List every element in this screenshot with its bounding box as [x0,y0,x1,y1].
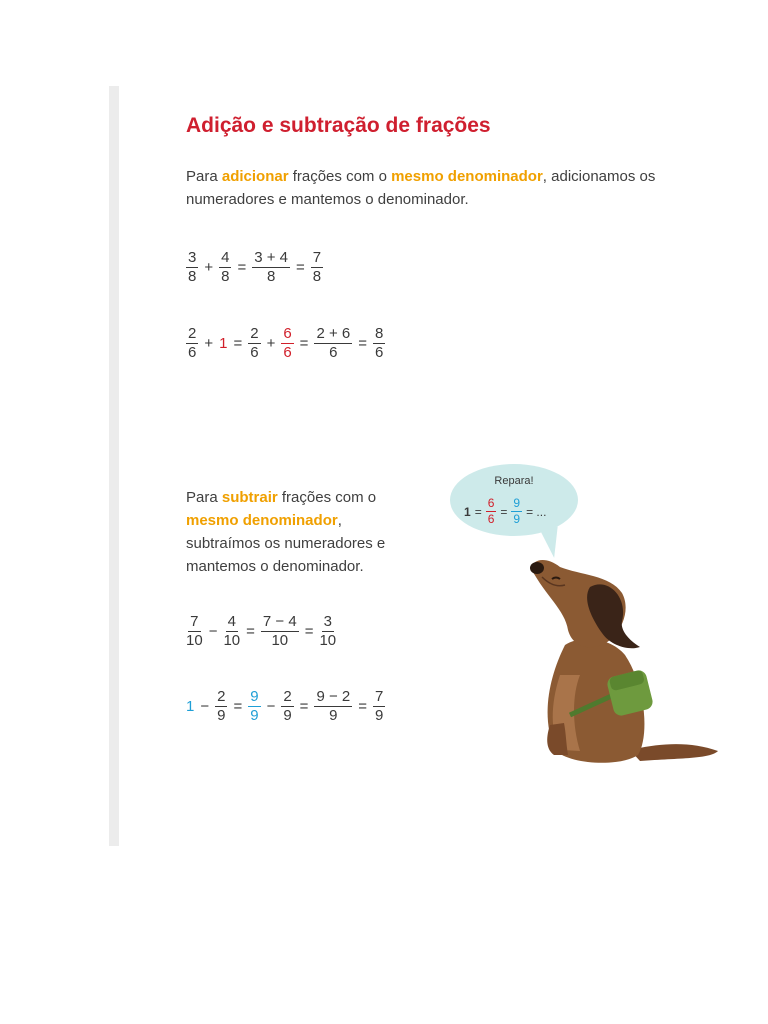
fraction [219,250,231,285]
fraction [314,326,352,361]
numerator: 6 [283,325,292,342]
operator: − [200,698,210,715]
subtraction-example-1 [186,614,336,649]
operator: + [204,335,214,352]
addition-explanation [186,165,726,211]
numerator: 4 [227,613,236,630]
operator: + [204,259,214,276]
denominator: 6 [188,344,197,361]
equals-sign: = [299,698,309,715]
fraction [252,250,290,285]
denominator: 9 [217,707,226,724]
equals-sign: = [246,623,255,640]
fraction [373,326,385,361]
denominator: 8 [312,268,322,285]
denominator: 10 [271,632,289,649]
fraction [311,250,323,285]
denominator: 9 [374,707,384,724]
fraction [261,614,299,649]
denominator: 9 [283,707,292,724]
denominator: 8 [266,268,276,285]
highlight-subtract: subtrair [221,489,278,506]
operator: − [266,698,276,715]
numerator: 2 [250,325,259,342]
numerator: 8 [374,325,384,342]
fraction [186,614,203,649]
numerator: 3 + 4 [254,249,288,266]
numerator: 2 [217,688,226,705]
numerator: 9 [513,496,521,510]
numerator: 2 + 6 [316,325,351,342]
section-title: Adição e subtração de frações [186,114,491,137]
whole-number: 1 [219,335,228,352]
fraction-highlighted [511,497,522,526]
text: frações com o [288,168,392,185]
continuation: = ... [526,504,547,519]
numerator: 3 [323,613,332,630]
equals-sign: = [304,623,314,640]
equals-sign: = [358,335,367,352]
numerator: 9 − 2 [316,688,351,705]
equals-sign: = [500,504,508,519]
text: , subtraímos os numeradores e mantemos o denominador. [186,512,386,575]
dog-nose-icon [530,562,544,574]
numerator: 2 [283,688,292,705]
denominator: 6 [329,344,338,361]
denominator: 10 [186,632,203,649]
numerator: 7 [374,688,384,705]
equals-sign: = [233,698,243,715]
whole-number: 1 [464,504,471,519]
whole-number: 1 [186,698,195,715]
denominator: 8 [221,268,230,285]
denominator: 8 [188,268,197,285]
fraction [319,614,336,649]
dog-tail [630,744,718,761]
numerator: 9 [250,688,259,705]
bubble-title: Repara! [494,475,534,487]
denominator: 6 [374,344,384,361]
fraction [223,614,240,649]
equals-sign: = [358,698,367,715]
dog-illustration [510,555,725,770]
denominator: 10 [319,632,337,649]
operator: − [208,623,218,640]
highlight-same-denominator: mesmo denominador [186,512,338,529]
equals-sign: = [233,335,243,352]
text: Para [186,489,222,506]
equals-sign: = [474,504,482,519]
text: Para [186,168,222,185]
fraction [248,326,260,361]
numerator: 3 [188,249,197,266]
fraction [186,250,198,285]
subtraction-explanation [186,486,416,578]
numerator: 4 [221,249,230,266]
fraction [215,689,227,724]
denominator: 6 [487,512,495,526]
text: frações com o [277,489,377,506]
text: , adicionamos os numeradores e mantemos o denominador. [186,168,656,208]
numerator: 2 [188,325,197,342]
subtraction-example-2 [186,689,385,724]
left-margin-bar [109,86,119,846]
denominator: 9 [250,707,259,724]
equals-sign: = [296,259,305,276]
denominator: 6 [250,344,259,361]
denominator: 9 [513,512,521,526]
fraction-highlighted [486,497,497,526]
addition-example-2 [186,326,385,361]
equals-sign: = [237,259,247,276]
bubble-equation [464,497,550,526]
fraction [186,326,198,361]
numerator: 6 [487,496,495,510]
operator: + [266,335,276,352]
numerator: 7 [190,613,199,630]
fraction [373,689,385,724]
addition-example-1 [186,250,323,285]
fraction [281,689,293,724]
denominator: 6 [283,344,292,361]
highlight-same-denominator: mesmo denominador [391,168,543,185]
denominator: 10 [223,632,241,649]
fraction [314,689,352,724]
equals-sign: = [299,335,309,352]
fraction-highlighted [281,326,293,361]
highlight-add: adicionar [221,168,289,185]
denominator: 9 [329,707,338,724]
numerator: 7 [312,249,322,266]
numerator: 7 − 4 [262,613,297,630]
fraction-highlighted [248,689,260,724]
